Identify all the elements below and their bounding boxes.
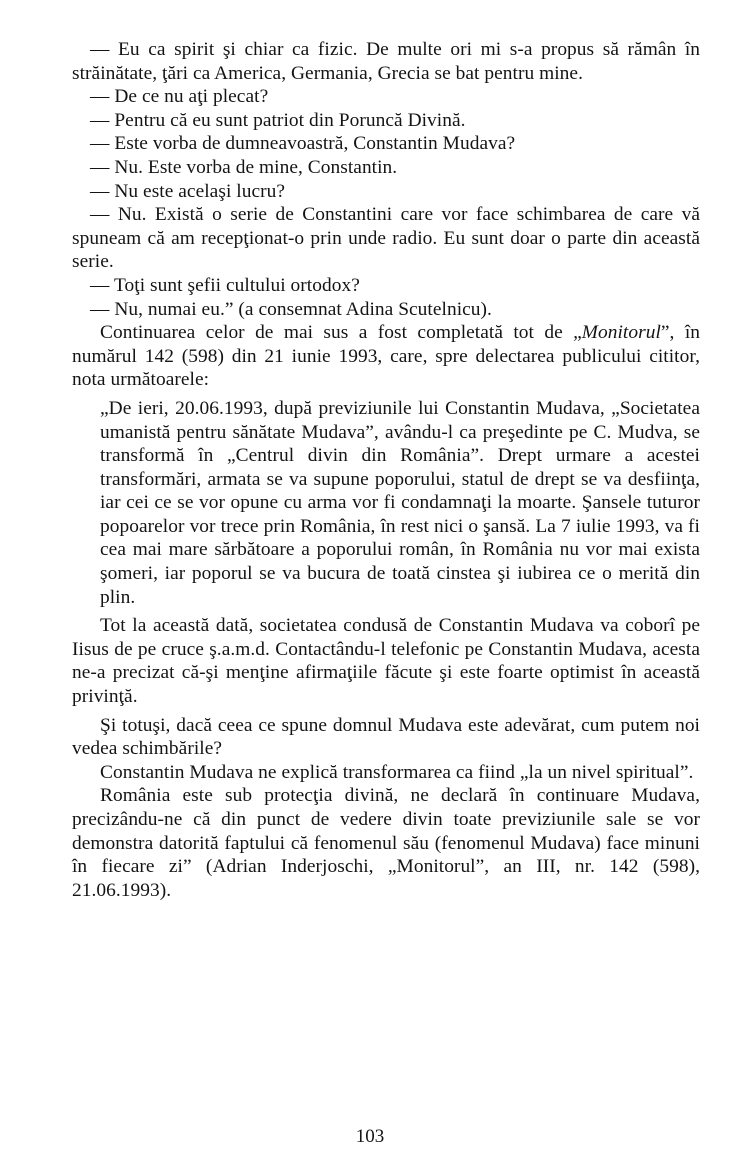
- dialogue-line: — Nu, numai eu.” (a consemnat Adina Scutelnicu).: [90, 298, 492, 320]
- dialogue-line: — De ce nu aţi plecat?: [90, 86, 269, 108]
- body-paragraph: Şi totuşi, dacă ceea ce spune domnul Mudava este adevărat, cum putem noi vedea schimbările?: [72, 714, 700, 760]
- page-number: 103: [355, 1126, 385, 1147]
- book-page: [72, 38, 700, 1138]
- newspaper-title: Monitorul: [581, 322, 661, 344]
- dialogue-line: — Nu. Este vorba de mine, Constantin.: [90, 156, 398, 178]
- dialogue-line: — Eu ca spirit şi chiar ca fizic. De multe ori mi s-a propus să rămân în străinătate, ţări ca America, Germania, Grecia se bat pentru mine.: [72, 39, 700, 84]
- dialogue-line: — Este vorba de dumneavoastră, Constantin Mudava?: [90, 133, 516, 155]
- dialogue-line: — Toţi sunt şefii cultului ortodox?: [90, 274, 360, 296]
- quoted-block: „De ieri, 20.06.1993, după previziunile lui Constantin Mudava, „Societatea umanistă pentru sănătate Mudava”, avându-l ca preşedinte pe C. Mudva, se transformă în „Centrul divin din România”. Drept urmare a acestei transformări, armata se va supune poporului, statul de drept se va desfiinţa, iar cei ce se vor opune cu arma vor fi condamnaţi la moarte. Şansele tuturor popoarelor vor trece prin România, în rest nici o şansă. La 7 iulie 1993, va fi cea mai mare sărbătoare a poporului român, în România nu vor mai exista şomeri, iar poporul se va bucura de toată cinstea şi iubirea ce o merită din plin.: [100, 397, 700, 608]
- dialogue-line: — Pentru că eu sunt patriot din Poruncă Divină.: [90, 109, 466, 131]
- body-paragraph: România este sub protecţia divină, ne declară în continuare Mudava, precizându-ne că din punct de vedere divin toate previziunile sale se vor demonstra datorită faptului că fenomenul său (fenomenul Mudava) face minuni în fiecare zi” (Adrian Inderjoschi, „Monitorul”, an III, nr. 142 (598), 21.06.1993).: [72, 785, 700, 901]
- text-segment: ”, în numărul 142 (598) din 21 iunie 1993, care, spre delectarea publicului cititor, nota următoarele:: [72, 322, 700, 391]
- dialogue-line: — Nu. Există o serie de Constantini care vor face schimbarea de care vă spuneam că am recepţionat-o prin unde radio. Eu sunt doar o parte din această serie.: [72, 204, 700, 273]
- body-paragraph: [72, 321, 700, 392]
- text-segment: Continuarea celor de mai sus a fost completată tot de „: [100, 322, 582, 344]
- body-paragraph: Tot la această dată, societatea condusă de Constantin Mudava va coborî pe Iisus de pe cruce ş.a.m.d. Contactându-l telefonic pe Constantin Mudava, acesta ne-a precizat că-şi menţine afirmaţiile făcute şi este foarte optimist în această privinţă.: [72, 615, 700, 708]
- dialogue-line: — Nu este acelaşi lucru?: [90, 180, 286, 202]
- body-paragraph: Constantin Mudava ne explică transformarea ca fiind „la un nivel spiritual”.: [100, 761, 694, 783]
